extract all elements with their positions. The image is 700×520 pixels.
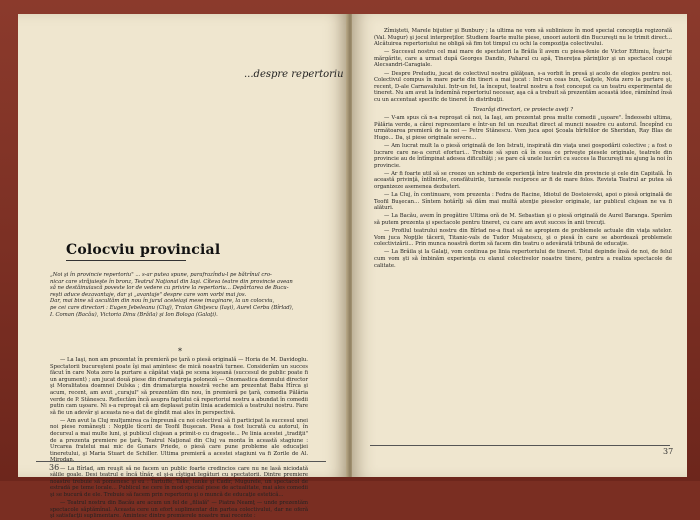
page-number: 37 bbox=[663, 447, 674, 456]
left-page bbox=[18, 14, 348, 520]
paragraph: — Teatrul nostru din Bacău are acum un fel de „filială" — Piatra Neamţ — unde prezentăm spectacole săptămînal. Aceasta cere un efort suplimentar din partea colectivului, dar ne oferă şi satisfacţii suplimentare. Amintesc dintre premierele noastre mai recente : bbox=[50, 499, 308, 520]
intro-line: I. Coman (Bacău), Victoria Dinu (Brăila) şi Ion Bologa (Galaţi). bbox=[50, 311, 218, 318]
footer-rule bbox=[370, 445, 670, 446]
paragraph: — La Bacău, avem în pregătire Ultima oră de M. Sebastian şi o piesă originală de Aurel Baranga. Sperăm să putem prezenta şi spectacole pentru tineret, cu care am avut succes în anii trecuţi. bbox=[374, 213, 672, 227]
paragraph: — Succesul nostru cel mai mare de spectatori la Brăila îl avem cu piesa-fenie de Victor Eftimiu, Înşir'te mărgărite, care a urmat după Georges Dandin, Paharul cu apă, Tinereţea părinţilor şi un spectacol coupé Alecsandri-Caragiale. bbox=[374, 49, 672, 69]
paragraph: — La Cluj, în continuare, vom prezenta : Fedra de Racine, Idiotul de Dostoievski, apoi o piesă originală de Teofil Buşecan... Sîntem hotărîţi să dăm mai multă atenţie pieselor originale, iar publicul clujean ne va fi alături. bbox=[374, 192, 672, 212]
intro-paragraph bbox=[50, 272, 308, 318]
footer-rule bbox=[36, 461, 326, 462]
right-page bbox=[352, 14, 687, 477]
paragraph: — La Iaşi, non am prezentat în premieră pe ţară o piesă originală — Horia de M. Davidoglu. Spectatorii bucureşteni poate îşi mai amintesc de mică noastră turnee. Considerăm un succes făcut în care Nota zero la purtare a căpătat viaţă pe scena ieşeană (succesul de public poate fi un argument) ; am jucat două piese din dramaturgia poloneză — Onomastica domnului director şi Moralitatea doamnei Dulska ; din dramaturgia noastră veche am prezentat Baba Hîrca şi acum, recent, am avut „curajul" să prezentăm din nou, în premieră pe ţară, comedia Pălăria verde de P. Stănescu. Reflectăm încă asupra faptului că repertoriul nostru a abundat în comedii putin cam uşoare. Ni s-a reproşat că am deplasat putin linia academică a teatrului nostru. Fare să fie un adevăr şi aceasta ne-a dat de gîndit mai ales în perspectivă. bbox=[50, 357, 308, 416]
intro-line: să ne destăinuiască poveste lor de vedere cu privire la repertoriu... Depărtarea de Bucu- bbox=[50, 285, 289, 292]
chapter-title-rule bbox=[66, 260, 186, 261]
paragraph: — Am avut la Cluj mulţumirea ca împreună cu noi colectivul să fi participat la succesul unei noi piese româneşti : Nopţile tîcerii de Teofil Buşecan. Piesa a fost lucrată cu autorul, în decursul a mai multe luni, şi publicul clujean a primit-o cu dragoste... Pe linia acestei „tradiţii" de a prezenta premiere pe ţară, Teatrul Naţional din Cluj va monta în această stagiune : Urcarea fratelui mai mic de Gunars Priede, o piesă care pune probleme ale educaţiei tineretului, şi Maria Stuart de Schiller. Ultima premieră a acestei stagiuni va fi Zorile de Al. bbox=[50, 417, 308, 457]
paragraph: — Despre Preludiu, jucat de colectivul nostru gălăţean, s-a vorbit în presă şi acolo de elogios pentru noi. Colectivul compus în mare parte din tineri a mai jucat : Intr-un ceas bun, Gaiţele, Nota zero la purtare şi, recent, D-ale Carnavalului. Intr-un fel, la început, teatrul nostru a fost conceput ca un teatru experimental de tineret. Nu am avut la îndemînă repertoriul necesar, aşa că a trebuit să prezentăm această idee, rămînînd însă cu un accentuat specific de tineret în distribuţii. bbox=[374, 70, 672, 103]
intro-line: „Noi şi în provincie repertoriu" ... s-ar putea spune, parafrazîndu-l pe bătrînul cro- bbox=[50, 272, 272, 278]
chapter-title: Colocviu provincial bbox=[66, 242, 221, 258]
intro-line: pe cei care directori : Eugen Jebeleanu (Cluj), Traian Ghiţescu (Iaşi), Aurel Cerbu (Bîrlad), bbox=[50, 304, 294, 311]
paragraph: — Profilul teatrului nostru din Bîrlad ne-a fixat să ne apropiem de problemele actuale din viaţa satelor. Vom juca Nopţile tăcerii, Titanic-vals de Tudor Muşatescu, şi o piesă în care se abordează problemele colectivizării... Prin munca noastră dorim să facem din teatru o adevărată tribună de educaţie. bbox=[374, 228, 672, 248]
paragraph: Zîmişteti, Marele bijutier şi Bunbury ; la ultima ne vom să sublinieze în mod special concepţia regizorală (Val. Mugur) şi jocul interpreţilor. Studiem foarte multe piese, unoori autorii din Bucureşti nu le trimit direct... Alcătuirea repertoriului ne obligă să fim tot timpul cu ochi la compoziţia colectivului. bbox=[374, 28, 672, 48]
right-body-text bbox=[374, 28, 672, 448]
paragraph: — La Brăila şi la Galaţi, vom continua pe linia repertoriului de tineret. Totul depinde însă de noi, de felul cum vom şti să îmbinăm experienţa cu elanul colectivelor noastre tinere, pentru a realiza spectacole de calitate. bbox=[374, 249, 672, 269]
intro-line: nicar care străjuieşte în bronz, Teatrul Naţional din Iaşi. Cîteva teatre din provincie avean bbox=[50, 278, 293, 285]
subheading: Tovarăşi directori, ce proiecte aveţi ? bbox=[472, 106, 574, 113]
intro-line: Dar, mai bine să ascultăm din nou în jurul aceleiaşi mese imaginare, la un colocviu, bbox=[50, 298, 275, 305]
section-title: ...despre repertoriu bbox=[244, 69, 344, 80]
paragraph: — Am lucrat mult la o piesă originală de Ion Istrati, inspirată din viaţa unei gospodării colective ; a fost o lucrare care ne-a cerut eforturi... Trebuie să spun că în ceea ce priveşte piesele originale, teatrele din provincie au de întîmpinat adesea dificultăţi ; se pare că unele lucrări cu succes la Bucureşti nu ajung la noi în provincie. bbox=[374, 143, 672, 169]
intro-line: reşti aduce dezavantaje, dar şi „avantaje" despre care vom vorbi mai jos. bbox=[50, 291, 247, 298]
page-number: 36 bbox=[49, 463, 60, 472]
paragraph: — V-am spus că n-a reproşat că noi, la Iaşi, am prezentat prea multe comedii „uşoare". Îndeosebi ultima, Pălăria verde, a cărei reprezentare e într-un fel un rezultat direct al muncii noastre cu autorul. Începînd cu următoarea premieră de la noi — Petre Stănescu. Vom juca apoi Şcoala bîrfelilor de Sheridan, Ray Blas de Hugo... Da, şi piese originale severe... bbox=[374, 115, 672, 141]
section-separator-star: * bbox=[178, 347, 182, 356]
paragraph: — La Bîrlad, am reuşit să ne facem un public foarte credincios care nu ne lasă niciodată sălile goale. Desi teatrul e încă tînăr, el şi-a cîştigat legături cu spectatorii. Dintre premiere noastre trebuie să pomenesc şi eu : Tartuffe, Take, Ianke şi Cadîr, Mugurele, un spectacol de estradă pe teme locale... Publicul ne cere în mod special piese de actualitate, mai ales comedii şi se bucură de ele. Trebuie să facem prin repertoriu şi o muncă de educaţie estetică... bbox=[50, 465, 308, 498]
paragraph: — Ar fi foarte util să se creeze un schimb de experienţă între teatrele din provincie şi cele din Capitală. În această privinţă, întîlnirile, consfătuirile, turneele reciproce ar fi de mare folos. Revista Teatrul ar putea să organizeze asemenea dezbateri. bbox=[374, 170, 672, 191]
